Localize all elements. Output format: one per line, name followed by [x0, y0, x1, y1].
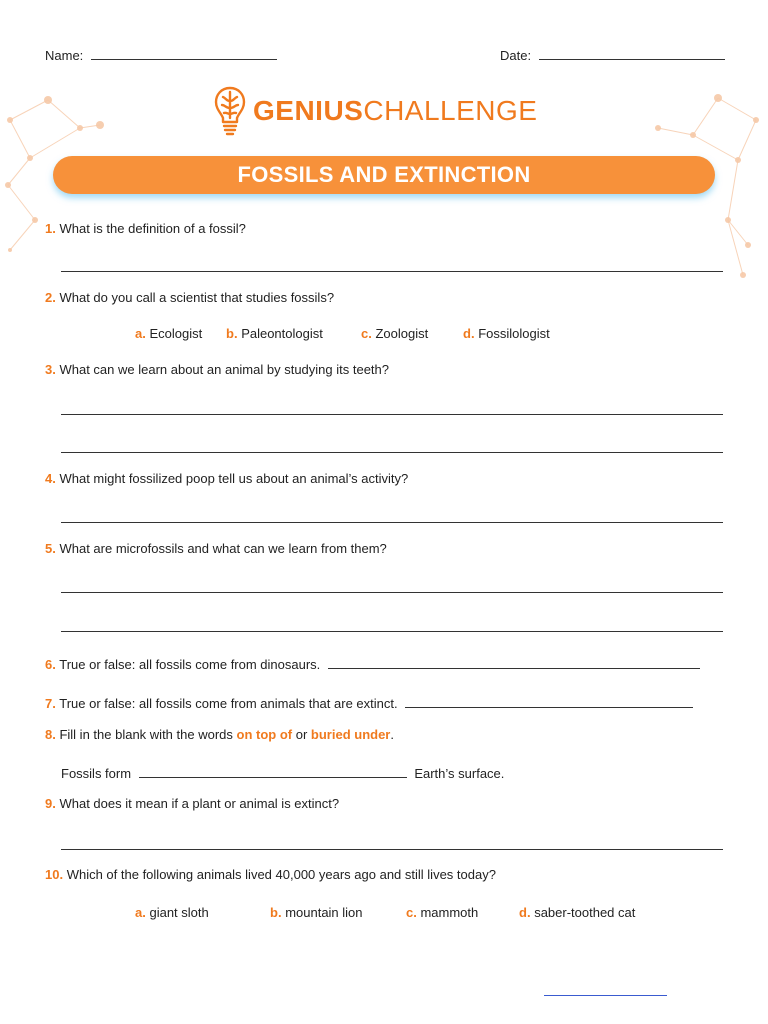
- option-text: mountain lion: [285, 905, 363, 920]
- fill-in-sentence: [61, 766, 504, 781]
- question-text: Fill in the blank with the words: [59, 727, 233, 742]
- answer-blank[interactable]: [405, 706, 693, 708]
- sentence-start: Fossils form: [61, 766, 132, 781]
- answer-line[interactable]: [61, 414, 723, 415]
- question-number: 4.: [45, 471, 56, 486]
- question-text: What can we learn about an animal by studying its teeth?: [59, 362, 389, 377]
- option-a[interactable]: [135, 905, 209, 920]
- name-field[interactable]: [45, 48, 277, 63]
- word-choice-2: buried under: [310, 727, 391, 742]
- question-1: [45, 221, 246, 236]
- question-10: [45, 867, 496, 882]
- answer-line[interactable]: [61, 452, 723, 453]
- question-8: [45, 727, 394, 742]
- option-c[interactable]: [361, 326, 428, 341]
- name-blank[interactable]: [91, 58, 277, 60]
- sentence-end: Earth’s surface.: [414, 766, 505, 781]
- question-number: 8.: [45, 727, 56, 742]
- question-number: 7.: [45, 696, 56, 711]
- fill-in-blank[interactable]: [139, 776, 407, 778]
- page-title: FOSSILS AND EXTINCTION: [237, 162, 531, 187]
- question-number: 1.: [45, 221, 56, 236]
- question-text: What does it mean if a plant or animal is extinct?: [59, 796, 340, 811]
- question-text: True or false: all fossils come from dinosaurs.: [59, 657, 321, 672]
- option-text: Ecologist: [149, 326, 203, 341]
- option-b[interactable]: [270, 905, 363, 920]
- question-4: [45, 471, 408, 486]
- question-number: 6.: [45, 657, 56, 672]
- option-letter: c.: [406, 905, 417, 920]
- question-5: [45, 541, 387, 556]
- date-field[interactable]: [500, 48, 725, 63]
- question-text: What do you call a scientist that studies fossils?: [59, 290, 335, 305]
- brand-name: [253, 95, 537, 127]
- question-number: 5.: [45, 541, 56, 556]
- date-label: Date:: [500, 48, 532, 63]
- question-6: [45, 657, 700, 672]
- sentence-period: .: [390, 727, 394, 742]
- option-b[interactable]: [226, 326, 323, 341]
- option-letter: d.: [463, 326, 475, 341]
- name-label: Name:: [45, 48, 84, 63]
- option-letter: b.: [226, 326, 238, 341]
- brand-name-bold: GENIUS: [253, 95, 364, 126]
- option-letter: d.: [519, 905, 531, 920]
- question-number: 9.: [45, 796, 56, 811]
- option-letter: b.: [270, 905, 282, 920]
- footer-link[interactable]: [544, 995, 667, 996]
- answer-line[interactable]: [61, 631, 723, 632]
- lightbulb-brain-icon: [213, 85, 247, 137]
- question-text: What might fossilized poop tell us about an animal’s activity?: [59, 471, 409, 486]
- question-3: [45, 362, 389, 377]
- question-number: 10.: [45, 867, 64, 882]
- option-text: saber-toothed cat: [534, 905, 636, 920]
- date-blank[interactable]: [539, 58, 725, 60]
- option-letter: c.: [361, 326, 372, 341]
- option-d[interactable]: [463, 326, 550, 341]
- option-letter: a.: [135, 326, 146, 341]
- question-9: [45, 796, 339, 811]
- answer-line[interactable]: [61, 849, 723, 850]
- question-7: [45, 696, 693, 711]
- question-text: What are microfossils and what can we learn from them?: [59, 541, 387, 556]
- question-text: True or false: all fossils come from animals that are extinct.: [59, 696, 398, 711]
- answer-blank[interactable]: [328, 667, 700, 669]
- answer-line[interactable]: [61, 522, 723, 523]
- option-text: Zoologist: [375, 326, 429, 341]
- option-d[interactable]: [519, 905, 635, 920]
- option-a[interactable]: [135, 326, 202, 341]
- option-text: Paleontologist: [241, 326, 323, 341]
- answer-line[interactable]: [61, 592, 723, 593]
- connector-word: or: [295, 727, 308, 742]
- question-number: 2.: [45, 290, 56, 305]
- genius-challenge-logo: [213, 84, 537, 138]
- word-choice-1: on top of: [236, 727, 293, 742]
- question-number: 3.: [45, 362, 56, 377]
- brand-name-light: CHALLENGE: [363, 95, 538, 126]
- question-2: [45, 290, 334, 305]
- title-banner: [53, 156, 715, 194]
- option-text: giant sloth: [149, 905, 209, 920]
- option-c[interactable]: [406, 905, 478, 920]
- question-text: What is the definition of a fossil?: [59, 221, 246, 236]
- option-text: mammoth: [420, 905, 479, 920]
- question-text: Which of the following animals lived 40,000 years ago and still lives today?: [66, 867, 496, 882]
- answer-line[interactable]: [61, 271, 723, 272]
- option-text: Fossilologist: [478, 326, 550, 341]
- option-letter: a.: [135, 905, 146, 920]
